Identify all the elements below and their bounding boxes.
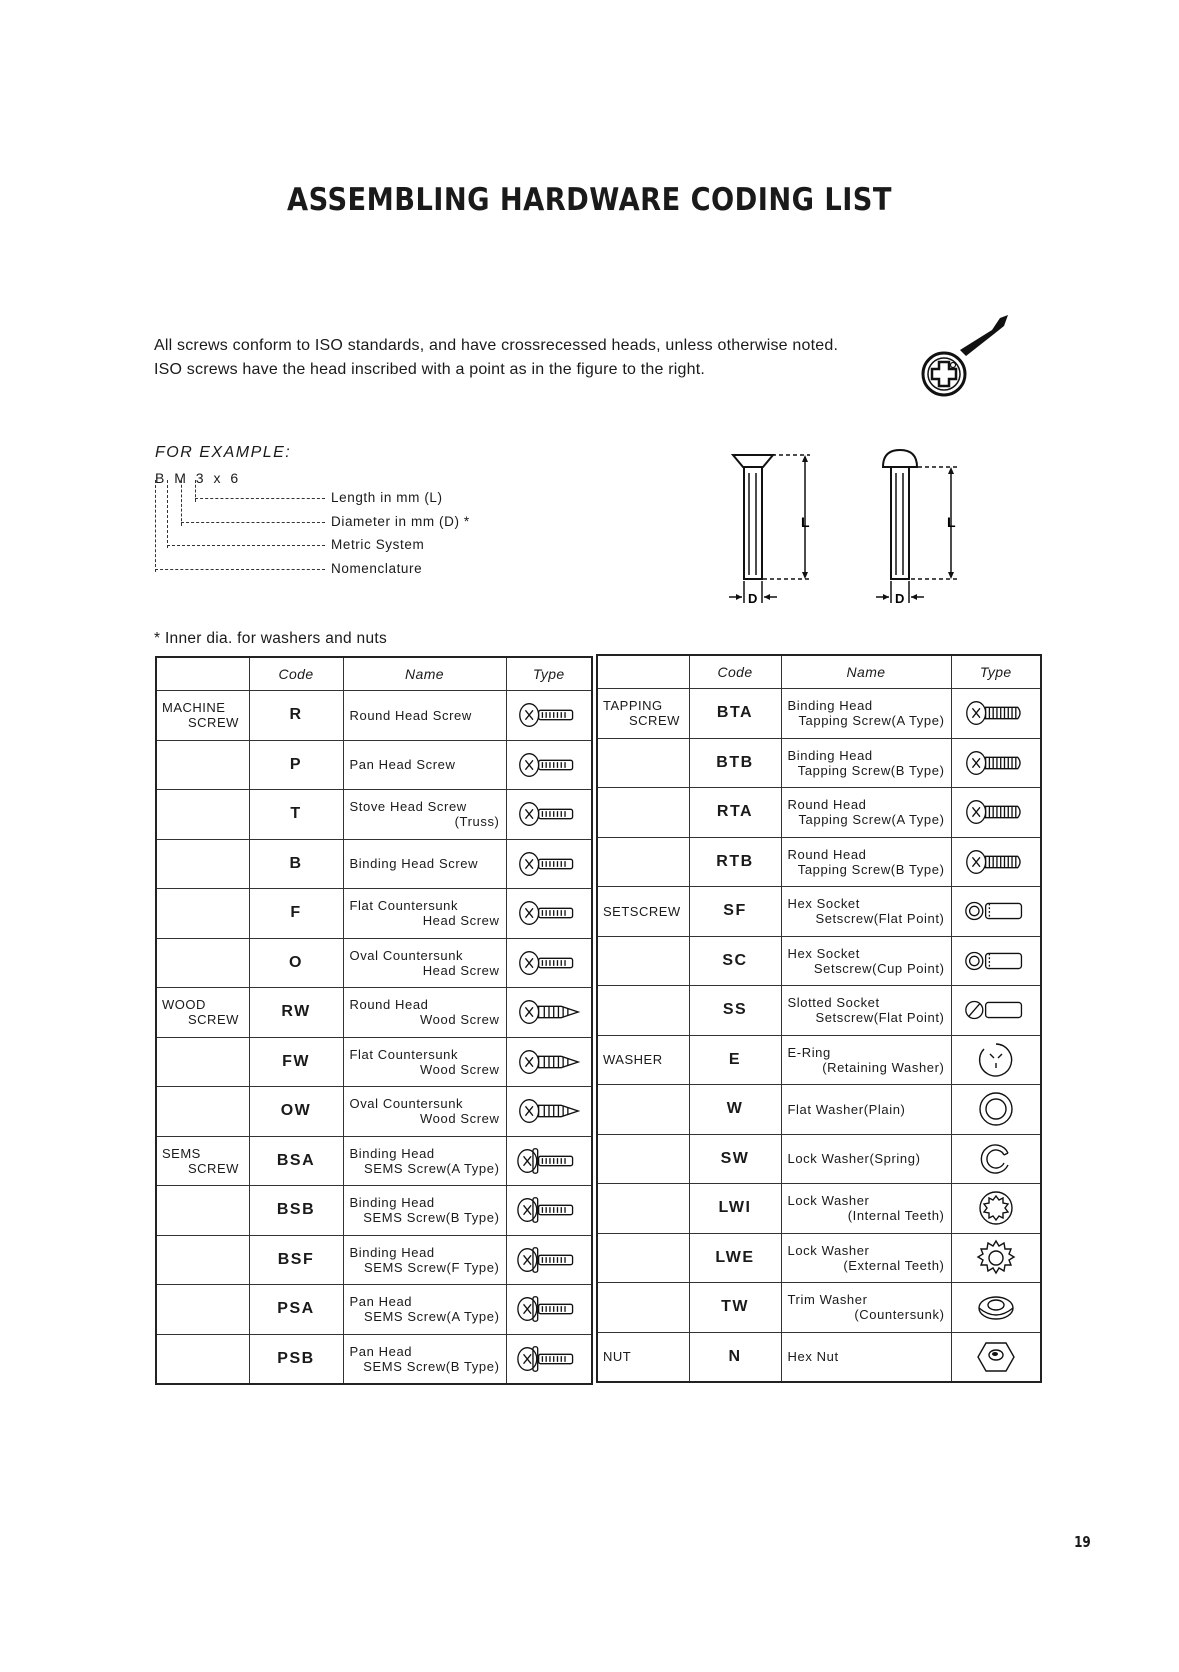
category-line-1: NUT <box>603 1349 632 1364</box>
category-cell <box>597 1332 689 1382</box>
figure-d-label-1: D <box>748 591 758 606</box>
code-cell: R <box>249 691 343 741</box>
header-name: Name <box>343 657 506 691</box>
table-row <box>597 1134 1041 1184</box>
name-cell <box>343 1186 506 1236</box>
name-cell <box>343 691 506 741</box>
table-row <box>597 837 1041 887</box>
name-cell <box>343 1087 506 1137</box>
name-line-2: SEMS Screw(A Type) <box>363 1160 500 1176</box>
name-line-2: SEMS Screw(F Type) <box>363 1259 500 1275</box>
table-row <box>597 986 1041 1036</box>
table-row <box>156 1037 592 1087</box>
name-line-2: Tapping Screw(B Type) <box>797 861 945 877</box>
figure-l-label-1: L <box>801 514 810 530</box>
name-cell <box>781 689 951 739</box>
name-line-2: Head Screw <box>422 962 500 978</box>
category-cell <box>156 988 249 1038</box>
name-line-1: Lock Washer <box>787 1193 870 1209</box>
table-row <box>156 839 592 889</box>
category-cell <box>156 1334 249 1384</box>
table-row <box>156 1235 592 1285</box>
name-cell <box>343 889 506 939</box>
table-row <box>156 1087 592 1137</box>
hex-socket-cup-setscrew-icon <box>952 944 1041 978</box>
type-cell <box>506 1186 592 1236</box>
external-tooth-washer-icon <box>952 1238 1041 1278</box>
type-cell <box>951 689 1041 739</box>
category-cell <box>156 1235 249 1285</box>
name-line-1: Pan Head <box>349 1294 413 1310</box>
coding-table-left <box>155 656 593 1385</box>
table-row <box>156 790 592 840</box>
name-cell <box>781 1085 951 1135</box>
name-cell <box>781 1134 951 1184</box>
code-cell: P <box>249 740 343 790</box>
category-line-1: SETSCREW <box>603 903 681 919</box>
category-cell <box>597 1035 689 1085</box>
category-cell <box>156 790 249 840</box>
category-cell <box>597 986 689 1036</box>
category-line-1: SEMS <box>162 1145 201 1161</box>
oval-countersunk-screw-icon <box>507 946 592 980</box>
table-row <box>597 1184 1041 1234</box>
code-cell: SF <box>689 887 781 937</box>
code-cell: T <box>249 790 343 840</box>
name-cell <box>781 1283 951 1333</box>
round-head-wood-screw-icon <box>507 995 592 1029</box>
name-line-1: Slotted Socket <box>787 995 880 1011</box>
legend-nomenclature: Nomenclature <box>331 560 423 576</box>
table-header-row <box>156 657 592 691</box>
type-cell <box>506 938 592 988</box>
name-line-2: Setscrew(Flat Point) <box>815 911 945 927</box>
coding-table-right <box>596 654 1042 1383</box>
screw-dimension-figure <box>725 445 985 615</box>
page-number: 19 <box>1074 1533 1091 1551</box>
spring-lock-washer-icon <box>952 1139 1041 1179</box>
name-line-2: Tapping Screw(A Type) <box>798 713 945 729</box>
name-line-1: Oval Countersunk <box>349 1096 464 1112</box>
round-tapping-screw-a-icon <box>952 795 1041 829</box>
table-row <box>156 938 592 988</box>
name-line-1: Round Head <box>787 846 867 862</box>
name-cell <box>781 1035 951 1085</box>
category-cell <box>597 1283 689 1333</box>
category-line-2: SCREW <box>629 713 680 729</box>
name-line-2: (Truss) <box>454 814 500 830</box>
category-line-1: WOOD <box>162 997 206 1013</box>
name-line-1: Binding Head <box>787 747 873 763</box>
tapping-screw-b-icon <box>952 746 1041 780</box>
type-cell <box>506 691 592 741</box>
category-line-1: WASHER <box>603 1052 663 1068</box>
name-line-2: (Internal Teeth) <box>847 1208 945 1224</box>
name-line-1: Round Head <box>349 997 429 1013</box>
type-cell <box>951 837 1041 887</box>
type-cell <box>506 1087 592 1137</box>
name-cell <box>343 988 506 1038</box>
name-cell <box>343 790 506 840</box>
example-label: FOR EXAMPLE: <box>155 444 292 461</box>
category-cell <box>156 1186 249 1236</box>
name-line-2: (External Teeth) <box>843 1257 945 1273</box>
name-line-1: Hex Socket <box>787 945 860 961</box>
pan-sems-screw-a-icon <box>507 1292 592 1326</box>
category-cell <box>597 887 689 937</box>
category-line-1: MACHINE <box>162 700 226 716</box>
category-cell <box>597 1184 689 1234</box>
header-category <box>597 655 689 689</box>
header-category <box>156 657 249 691</box>
type-cell <box>951 1233 1041 1283</box>
type-cell <box>951 1283 1041 1333</box>
name-line-1: Binding Head Screw <box>349 856 479 872</box>
name-line-1: E-Ring <box>787 1044 831 1060</box>
type-cell <box>951 936 1041 986</box>
flat-countersunk-screw-icon <box>507 896 592 930</box>
internal-tooth-washer-icon <box>952 1188 1041 1228</box>
type-cell <box>506 790 592 840</box>
table-header-row <box>597 655 1041 689</box>
name-line-1: Binding Head <box>349 1145 435 1161</box>
code-cell: E <box>689 1035 781 1085</box>
intro-text <box>154 334 838 382</box>
table-row <box>597 788 1041 838</box>
table-row <box>597 1283 1041 1333</box>
name-line-2: (Retaining Washer) <box>822 1059 945 1075</box>
table-row <box>156 1334 592 1384</box>
table-row <box>156 1136 592 1186</box>
sems-screw-b-icon <box>507 1193 592 1227</box>
e-ring-icon <box>952 1040 1041 1080</box>
category-cell <box>597 936 689 986</box>
intro-line-2: ISO screws have the head inscribed with a point as in the figure to the right. <box>154 361 706 378</box>
name-cell <box>343 740 506 790</box>
category-cell <box>156 1136 249 1186</box>
code-cell: FW <box>249 1037 343 1087</box>
name-line-1: Binding Head <box>349 1195 435 1211</box>
category-cell <box>156 1285 249 1335</box>
name-line-2: Tapping Screw(B Type) <box>797 762 945 778</box>
name-cell <box>781 788 951 838</box>
page-title: ASSEMBLING HARDWARE CODING LIST <box>287 182 892 218</box>
code-cell: TW <box>689 1283 781 1333</box>
name-line-2: Wood Screw <box>420 1061 500 1077</box>
name-line-1: Hex Socket <box>787 896 860 912</box>
name-cell <box>781 738 951 788</box>
name-line-1: Trim Washer <box>787 1292 868 1308</box>
name-cell <box>781 1233 951 1283</box>
sems-screw-f-icon <box>507 1243 592 1277</box>
name-cell <box>781 986 951 1036</box>
name-cell <box>781 887 951 937</box>
type-cell <box>506 1334 592 1384</box>
code-cell: OW <box>249 1087 343 1137</box>
header-type: Type <box>506 657 592 691</box>
table-row <box>597 887 1041 937</box>
name-line-1: Lock Washer <box>787 1242 870 1258</box>
code-cell: PSB <box>249 1334 343 1384</box>
type-cell <box>506 988 592 1038</box>
figure-l-label-2: L <box>947 514 956 530</box>
table-row <box>597 1035 1041 1085</box>
category-cell <box>156 691 249 741</box>
type-cell <box>951 1332 1041 1382</box>
category-cell <box>597 1134 689 1184</box>
name-line-1: Oval Countersunk <box>349 947 464 963</box>
name-line-1: Pan Head <box>349 1343 413 1359</box>
example-code: B M 3 x 6 <box>155 470 242 486</box>
category-cell <box>597 1233 689 1283</box>
name-line-2: Setscrew(Flat Point) <box>815 1010 945 1026</box>
name-cell <box>343 938 506 988</box>
name-line-2: Tapping Screw(A Type) <box>798 812 945 828</box>
type-cell <box>951 738 1041 788</box>
name-line-1: Flat Countersunk <box>349 898 459 914</box>
code-cell: SS <box>689 986 781 1036</box>
type-cell <box>951 986 1041 1036</box>
table-row <box>156 1285 592 1335</box>
name-line-2: Setscrew(Cup Point) <box>813 960 945 976</box>
category-cell <box>156 1037 249 1087</box>
table-row <box>156 1186 592 1236</box>
table-row <box>597 689 1041 739</box>
name-line-1: Round Head Screw <box>349 707 472 723</box>
slotted-socket-setscrew-icon <box>952 993 1041 1027</box>
code-cell: LWE <box>689 1233 781 1283</box>
category-line-2: SCREW <box>188 1012 239 1028</box>
stove-head-screw-icon <box>507 797 592 831</box>
category-cell <box>156 1087 249 1137</box>
name-line-1: Pan Head Screw <box>349 757 456 773</box>
flat-countersunk-wood-screw-icon <box>507 1045 592 1079</box>
name-line-1: Binding Head <box>787 698 873 714</box>
name-cell <box>343 1037 506 1087</box>
code-cell: N <box>689 1332 781 1382</box>
category-cell <box>597 788 689 838</box>
category-line-2: SCREW <box>188 1160 239 1176</box>
name-cell <box>343 1235 506 1285</box>
category-cell <box>156 938 249 988</box>
name-cell <box>343 1136 506 1186</box>
name-cell <box>781 1184 951 1234</box>
oval-countersunk-wood-screw-icon <box>507 1094 592 1128</box>
type-cell <box>506 1037 592 1087</box>
type-cell <box>506 839 592 889</box>
type-cell <box>951 887 1041 937</box>
type-cell <box>951 1134 1041 1184</box>
type-cell <box>506 740 592 790</box>
table-row <box>597 1233 1041 1283</box>
category-line-1: TAPPING <box>603 698 663 714</box>
category-cell <box>597 1085 689 1135</box>
header-type: Type <box>951 655 1041 689</box>
name-line-2: Wood Screw <box>420 1111 500 1127</box>
table-row <box>156 889 592 939</box>
code-cell: RW <box>249 988 343 1038</box>
type-cell <box>951 1035 1041 1085</box>
table-row <box>156 740 592 790</box>
table-row <box>156 988 592 1038</box>
sems-screw-a-icon <box>507 1144 592 1178</box>
code-cell: BTA <box>689 689 781 739</box>
code-cell: RTA <box>689 788 781 838</box>
hex-socket-flat-setscrew-icon <box>952 894 1041 928</box>
name-line-1: Binding Head <box>349 1244 435 1260</box>
category-cell <box>156 889 249 939</box>
header-code: Code <box>249 657 343 691</box>
flat-washer-icon <box>952 1089 1041 1129</box>
pan-head-screw-icon <box>507 748 592 782</box>
name-cell <box>343 1334 506 1384</box>
code-cell: SW <box>689 1134 781 1184</box>
legend-metric: Metric System <box>331 537 425 552</box>
code-cell: B <box>249 839 343 889</box>
table-row <box>597 738 1041 788</box>
name-line-1: Stove Head Screw <box>349 799 467 815</box>
code-cell: LWI <box>689 1184 781 1234</box>
round-head-screw-icon <box>507 698 592 732</box>
name-line-2: Wood Screw <box>420 1012 500 1028</box>
name-cell <box>781 837 951 887</box>
code-cell: PSA <box>249 1285 343 1335</box>
name-line-2: (Countersunk) <box>854 1307 945 1323</box>
code-cell: BSF <box>249 1235 343 1285</box>
footnote: * Inner dia. for washers and nuts <box>154 630 388 647</box>
type-cell <box>951 788 1041 838</box>
header-code: Code <box>689 655 781 689</box>
name-line-1: Hex Nut <box>787 1349 839 1364</box>
table-row <box>156 691 592 741</box>
table-row <box>597 1332 1041 1382</box>
round-tapping-screw-b-icon <box>952 845 1041 879</box>
name-line-1: Round Head <box>787 797 867 813</box>
category-line-2: SCREW <box>188 715 239 731</box>
type-cell <box>506 889 592 939</box>
name-cell <box>343 839 506 889</box>
name-line-1: Flat Washer(Plain) <box>787 1101 906 1117</box>
category-cell <box>156 740 249 790</box>
table-row <box>597 936 1041 986</box>
pan-sems-screw-b-icon <box>507 1342 592 1376</box>
name-line-1: Flat Countersunk <box>349 1046 459 1062</box>
category-cell <box>156 839 249 889</box>
table-row <box>597 1085 1041 1135</box>
name-line-2: Head Screw <box>422 913 500 929</box>
legend-length: Length in mm (L) <box>331 490 443 505</box>
legend-diameter: Diameter in mm (D) * <box>331 513 470 529</box>
tapping-screw-a-icon <box>952 696 1041 730</box>
type-cell <box>506 1285 592 1335</box>
code-cell: RTB <box>689 837 781 887</box>
name-cell <box>781 936 951 986</box>
code-cell: W <box>689 1085 781 1135</box>
name-line-2: SEMS Screw(B Type) <box>363 1210 500 1226</box>
category-cell <box>597 837 689 887</box>
type-cell <box>951 1184 1041 1234</box>
code-cell: BSB <box>249 1186 343 1236</box>
intro-line-1: All screws conform to ISO standards, and have crossrecessed heads, unless otherwise noted. <box>154 337 839 354</box>
figure-d-label-2: D <box>895 591 905 606</box>
code-cell: F <box>249 889 343 939</box>
name-line-2: SEMS Screw(B Type) <box>363 1358 500 1374</box>
name-line-1: Lock Washer(Spring) <box>787 1151 921 1167</box>
trim-washer-icon <box>952 1287 1041 1327</box>
category-cell <box>597 689 689 739</box>
code-cell: BSA <box>249 1136 343 1186</box>
name-cell <box>343 1285 506 1335</box>
type-cell <box>506 1235 592 1285</box>
code-cell: O <box>249 938 343 988</box>
code-cell: BTB <box>689 738 781 788</box>
header-name: Name <box>781 655 951 689</box>
binding-head-screw-icon <box>507 847 592 881</box>
type-cell <box>951 1085 1041 1135</box>
name-cell <box>781 1332 951 1382</box>
hex-nut-icon <box>952 1337 1041 1377</box>
iso-screw-head-icon <box>920 310 1040 410</box>
code-cell: SC <box>689 936 781 986</box>
name-line-2: SEMS Screw(A Type) <box>363 1309 500 1325</box>
type-cell <box>506 1136 592 1186</box>
category-cell <box>597 738 689 788</box>
